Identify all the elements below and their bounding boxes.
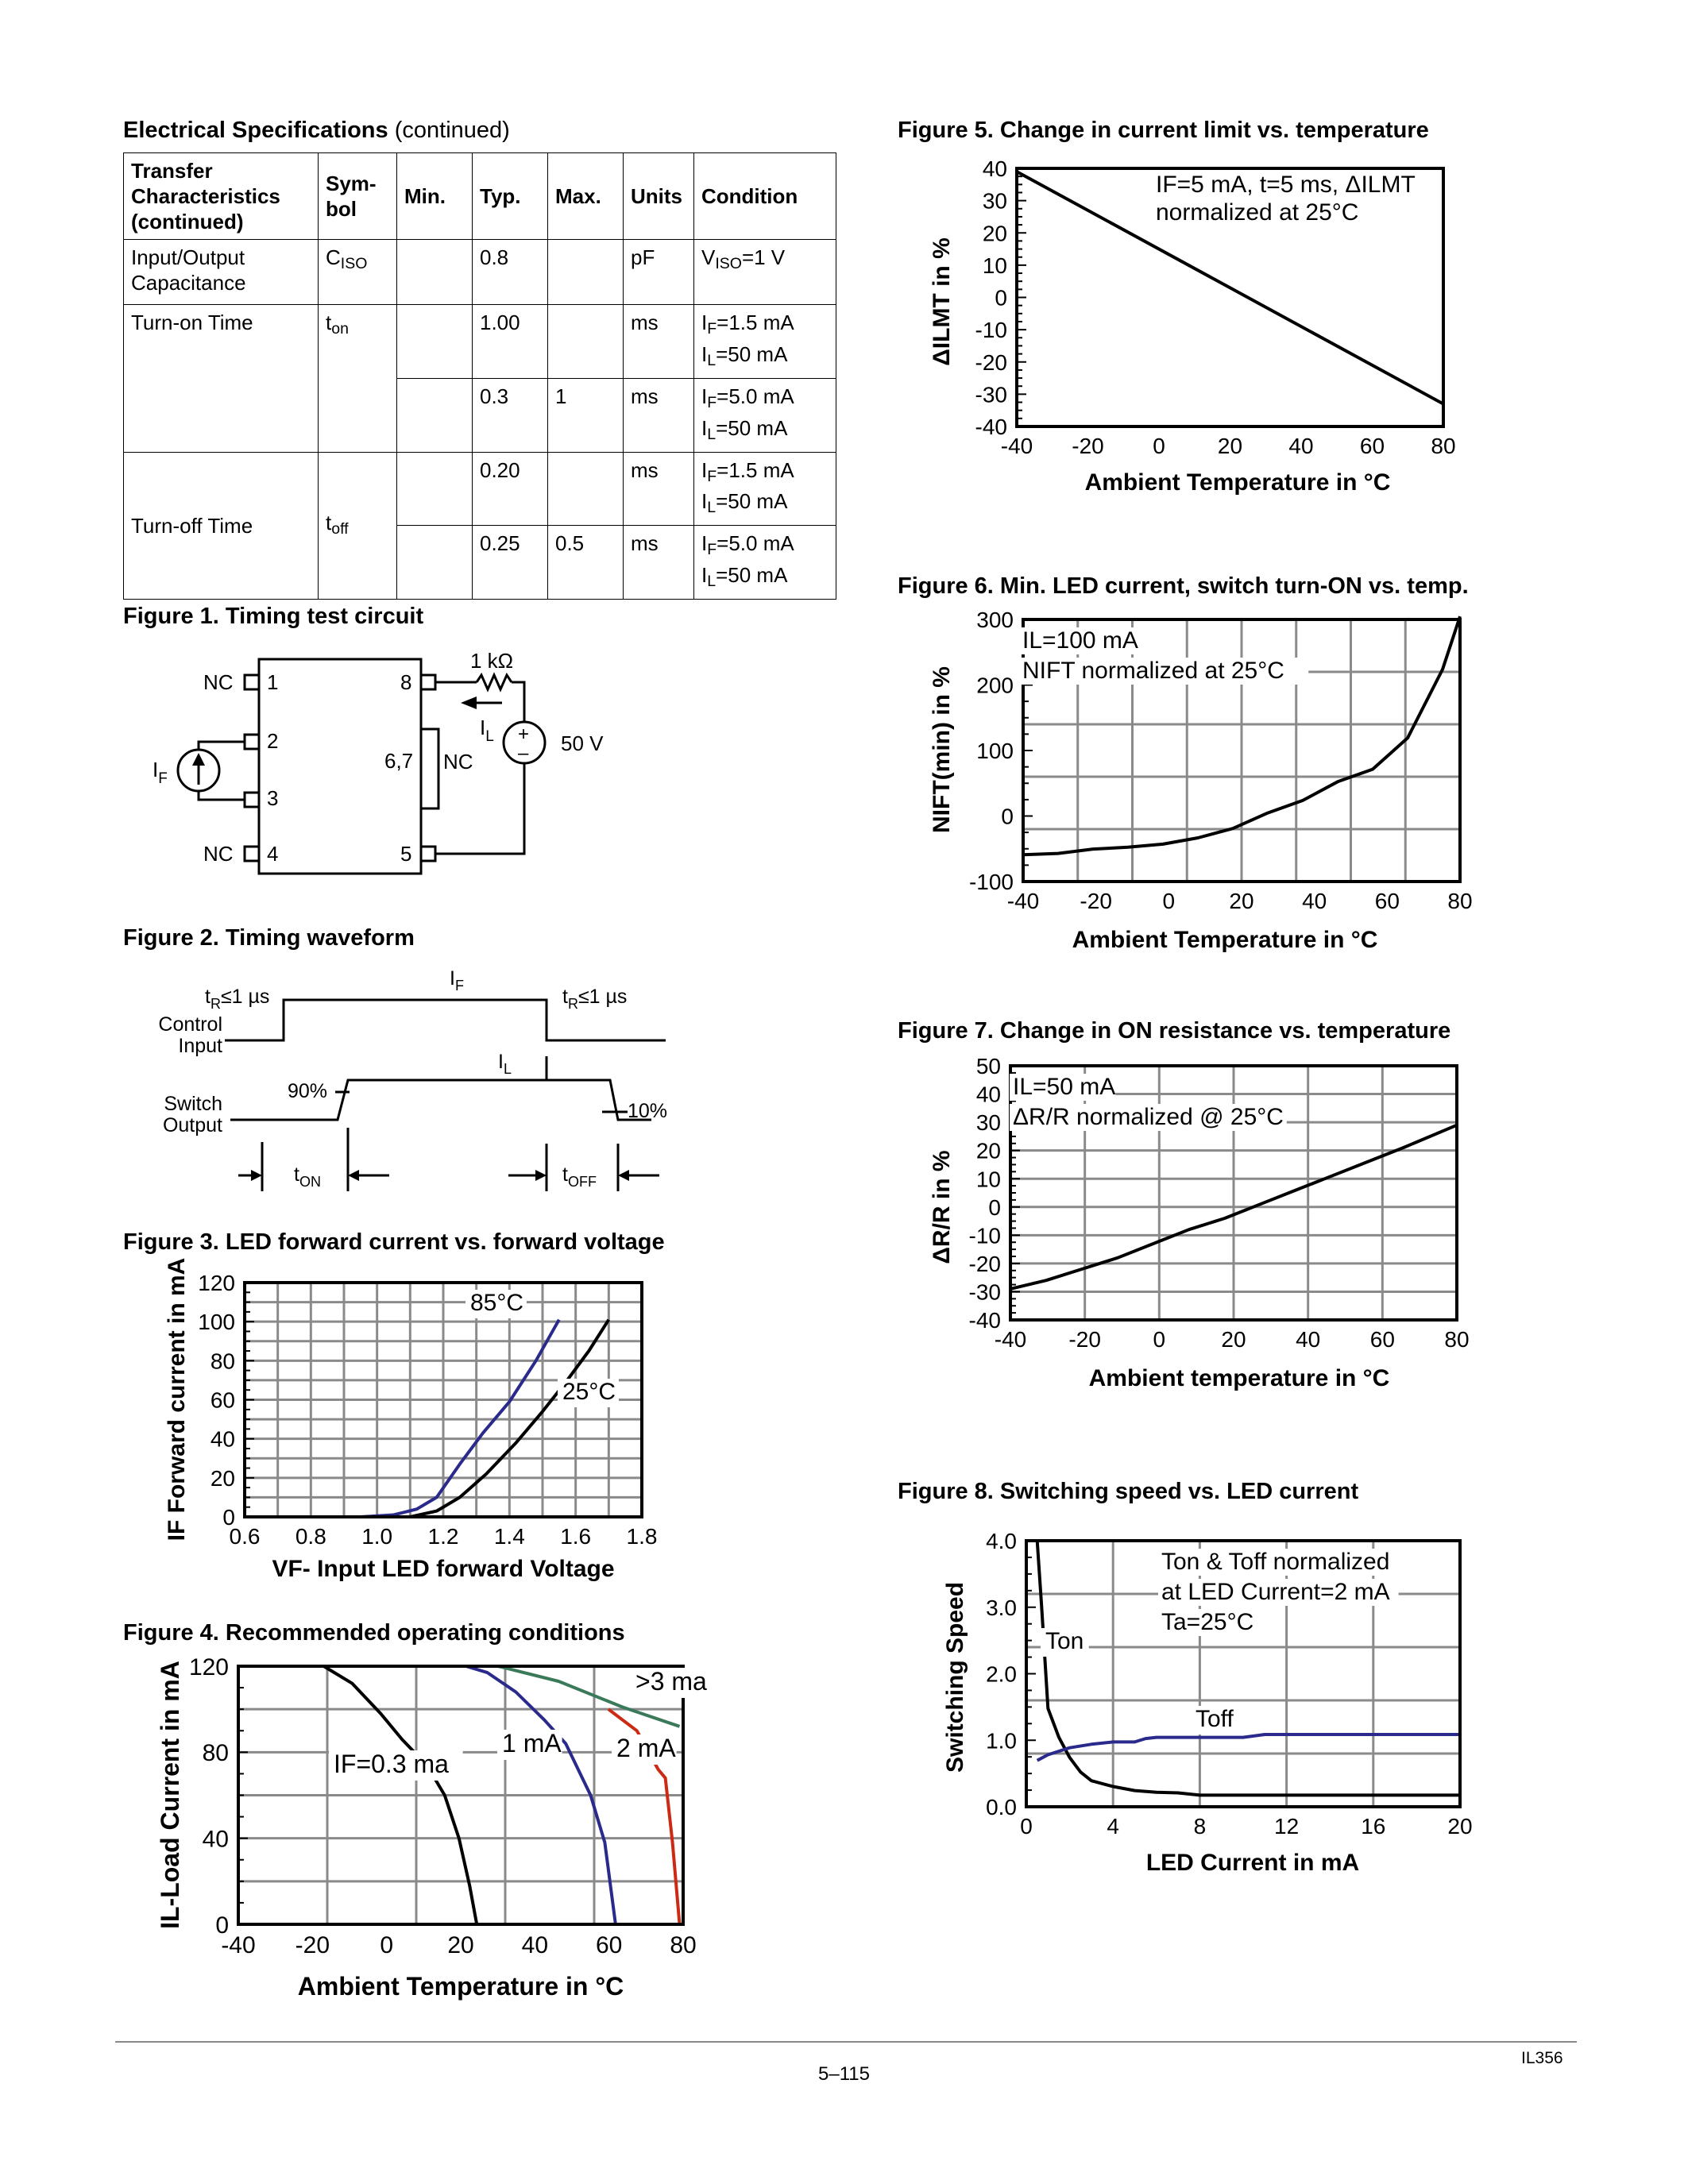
p10-label: 10%: [628, 1100, 668, 1122]
x-tick-label: 20: [1447, 1814, 1473, 1839]
resistor-label: 1 kΩ: [470, 649, 514, 673]
series-label: Toff: [1196, 1706, 1234, 1732]
y-axis-label: IL-Load Current in mA: [156, 1661, 184, 1929]
pin-label: 3: [267, 786, 279, 810]
cell-cond: $V_{ISO}=1$ V: [694, 240, 836, 305]
annotation-text: ΔR/R normalized @ 25°C: [1013, 1104, 1284, 1130]
series-label: 1 mA: [502, 1729, 562, 1758]
cell-typ: 0.20: [473, 452, 548, 526]
cell-max: 0.5: [548, 526, 624, 600]
th-units: Units: [624, 153, 694, 240]
spec-title: Electrical Specifications (continued): [123, 118, 510, 143]
x-tick-label: 0: [1020, 1814, 1033, 1839]
series-label: 25°C: [562, 1379, 616, 1405]
y-tick-label: 20: [975, 1138, 1001, 1163]
cell-cond: $I_F=1.5$ mA $I_L=50$ mA: [694, 452, 836, 526]
y-tick-label: 4.0: [986, 1529, 1017, 1554]
tr-right-label: $t_R\le 1$ µs: [562, 986, 628, 1012]
y-tick-label: 1.0: [986, 1728, 1017, 1754]
x-axis-label: Ambient Temperature in °C: [1072, 927, 1378, 953]
x-tick-label: 0: [1153, 1327, 1166, 1352]
cell-units: ms: [624, 305, 694, 379]
y-tick-label: 40: [975, 1082, 1001, 1107]
y-tick-label: 40: [982, 156, 1007, 182]
fig5-title: Figure 5. Change in current limit vs. temperature: [898, 118, 1429, 143]
y-tick-label: -30: [975, 382, 1007, 407]
cell-typ: 0.8: [473, 240, 548, 305]
x-tick-label: -20: [1080, 889, 1112, 913]
minus-sign: –: [518, 743, 529, 764]
page-number: 5–115: [818, 2063, 870, 2085]
y-tick-label: -20: [968, 1251, 1001, 1276]
y-tick-label: 10: [982, 253, 1007, 278]
x-tick-label: 1.4: [493, 1524, 525, 1549]
nc-label: NC: [203, 670, 234, 694]
y-tick-label: 30: [982, 188, 1007, 214]
plus-sign: +: [518, 723, 530, 745]
fig6-title: Figure 6. Min. LED current, switch turn-ON vs. temp.: [898, 573, 1469, 599]
x-tick-label: 40: [1302, 889, 1327, 913]
x-tick-label: 1.2: [427, 1524, 459, 1549]
annotation-text: Ta=25°C: [1161, 1609, 1254, 1635]
x-tick-label: -40: [994, 1327, 1027, 1352]
cell-typ: 1.00: [473, 305, 548, 379]
x-tick-label: 20: [1217, 434, 1243, 458]
pin-label: 6,7: [384, 749, 414, 773]
x-tick-label: 0: [1153, 434, 1165, 458]
x-tick-label: 60: [1359, 434, 1385, 458]
cell-units: pF: [624, 240, 694, 305]
pin-label: 2: [267, 729, 279, 753]
th-max: Max.: [548, 153, 624, 240]
x-tick-label: 0: [380, 1932, 394, 1958]
y-tick-label: 60: [210, 1387, 235, 1413]
y-tick-label: 40: [210, 1426, 235, 1452]
x-tick-label: 20: [447, 1932, 474, 1958]
nc-label: NC: [203, 842, 234, 866]
y-tick-label: 30: [975, 1110, 1001, 1136]
x-tick-label: 40: [1296, 1327, 1321, 1352]
x-axis-label: Ambient Temperature in °C: [1084, 469, 1391, 496]
part-number: IL356: [1521, 2049, 1563, 2067]
y-tick-label: 40: [202, 1826, 229, 1853]
nc-label: NC: [443, 750, 473, 774]
x-tick-label: 16: [1361, 1814, 1386, 1839]
pin-label: 1: [267, 670, 279, 694]
annotation-text: at LED Current=2 mA: [1161, 1579, 1390, 1605]
annotation-text: IL=50 mA: [1013, 1074, 1116, 1100]
if-label: $I_F$: [153, 758, 168, 787]
y-tick-label: 80: [202, 1740, 229, 1767]
x-tick-label: 60: [1369, 1327, 1395, 1352]
x-tick-label: 12: [1274, 1814, 1300, 1839]
y-tick-label: 100: [198, 1310, 235, 1335]
y-tick-label: 300: [976, 608, 1014, 633]
cell-cond: $I_F=5.0$ mA $I_L=50$ mA: [694, 526, 836, 600]
cell-param: Turn-off Time: [124, 452, 319, 600]
x-axis-label: LED Current in mA: [1145, 1850, 1360, 1876]
cell-param: Turn-on Time: [124, 305, 319, 453]
y-axis-label: ΔILMT in %: [929, 237, 955, 366]
x-tick-label: 20: [1221, 1327, 1246, 1352]
fig3-title: Figure 3. LED forward current vs. forward voltage: [123, 1229, 665, 1255]
y-tick-label: 10: [975, 1167, 1001, 1192]
y-tick-label: 2.0: [986, 1661, 1017, 1687]
y-tick-label: 50: [975, 1054, 1001, 1079]
x-tick-label: 40: [1288, 434, 1314, 458]
toff-label: $t_{OFF}$: [562, 1163, 597, 1190]
series-label: Ton: [1045, 1628, 1084, 1654]
cell-units: ms: [624, 452, 694, 526]
x-tick-label: 0: [1162, 889, 1176, 913]
x-tick-label: 20: [1229, 889, 1254, 913]
x-tick-label: -20: [1072, 434, 1104, 458]
annotation-text: IF=5 mA, t=5 ms, ΔILMT: [1156, 172, 1416, 198]
source-label: 50 V: [561, 731, 604, 755]
cell-units: ms: [624, 526, 694, 600]
y-axis-label: NIFT(min) in %: [929, 666, 955, 833]
cell-param: Input/Output Capacitance: [124, 240, 319, 305]
x-tick-label: 1.6: [560, 1524, 592, 1549]
y-tick-label: -40: [975, 415, 1007, 440]
if-label: $I_F$: [450, 967, 464, 994]
x-tick-label: 1.0: [361, 1524, 393, 1549]
input-label: Input: [178, 1035, 222, 1057]
pin-label: 8: [400, 670, 412, 694]
x-tick-label: 40: [521, 1932, 549, 1958]
series-label: >3 ma: [635, 1667, 707, 1696]
annotation-text: Ton & Toff normalized: [1161, 1549, 1390, 1575]
cell-typ: 0.3: [473, 378, 548, 452]
ton-label: $t_{ON}$: [294, 1163, 321, 1190]
fig7-title: Figure 7. Change in ON resistance vs. temperature: [898, 1018, 1451, 1044]
fig1-title: Figure 1. Timing test circuit: [123, 604, 424, 629]
th-parameter: Transfer Characteristics (continued): [124, 153, 319, 240]
y-tick-label: 0: [988, 1194, 1001, 1220]
cell-cond: $I_F=5.0$ mA $I_L=50$ mA: [694, 378, 836, 452]
x-axis-label: Ambient Temperature in °C: [297, 1972, 624, 2001]
th-min: Min.: [397, 153, 473, 240]
switch-label: Switch: [164, 1093, 222, 1115]
x-tick-label: -20: [295, 1932, 330, 1958]
x-tick-label: 4: [1107, 1814, 1119, 1839]
x-axis-label: VF- Input LED forward Voltage: [272, 1556, 615, 1582]
x-tick-label: 60: [1374, 889, 1400, 913]
x-tick-label: 0.8: [295, 1524, 326, 1549]
y-tick-label: 3.0: [986, 1595, 1017, 1620]
series-label: 2 mA: [616, 1734, 676, 1762]
series-label: 85°C: [470, 1290, 524, 1316]
cell-sym: $C_{ISO}$: [319, 240, 397, 305]
fig4-title: Figure 4. Recommended operating conditions: [123, 1620, 625, 1646]
cell-max: 1: [548, 378, 624, 452]
x-tick-label: -40: [1006, 889, 1040, 913]
il-label: $I_L$: [480, 716, 494, 745]
y-axis-label: ΔR/R in %: [929, 1150, 955, 1264]
y-tick-label: 20: [210, 1465, 235, 1491]
y-tick-label: 120: [198, 1271, 235, 1296]
cell-sym: $t_{on}$: [319, 305, 397, 453]
y-axis-label: IF Forward current in mA: [164, 1257, 190, 1542]
th-typ: Typ.: [473, 153, 548, 240]
x-tick-label: 80: [1447, 889, 1473, 913]
y-tick-label: 0.0: [986, 1795, 1017, 1820]
th-symbol: Sym-bol: [319, 153, 397, 240]
series-label: IF=0.3 ma: [334, 1750, 449, 1778]
annotation-text: normalized at 25°C: [1156, 199, 1359, 226]
x-tick-label: 8: [1193, 1814, 1207, 1839]
fig8-title: Figure 8. Switching speed vs. LED current: [898, 1479, 1359, 1504]
x-tick-label: -40: [1000, 434, 1033, 458]
th-condition: Condition: [694, 153, 836, 240]
y-tick-label: 20: [982, 221, 1007, 246]
tr-left-label: $t_R\le 1$ µs: [205, 986, 270, 1012]
x-tick-label: -40: [221, 1932, 256, 1958]
x-tick-label: 80: [1431, 434, 1456, 458]
x-axis-label: Ambient temperature in °C: [1088, 1365, 1390, 1391]
pin-label: 4: [267, 842, 279, 866]
y-tick-label: 0: [215, 1912, 229, 1939]
x-tick-label: 1.8: [626, 1524, 658, 1549]
y-tick-label: -30: [968, 1279, 1001, 1305]
annotation-text: IL=100 mA: [1022, 627, 1138, 654]
fig2-title: Figure 2. Timing waveform: [123, 925, 415, 951]
cell-cond: $I_F=1.5$ mA $I_L=50$ mA: [694, 305, 836, 379]
y-tick-label: -10: [975, 318, 1007, 343]
x-tick-label: 0.6: [229, 1524, 261, 1549]
annotation-text: NIFT normalized at 25°C: [1022, 658, 1284, 684]
footer-rule: [115, 2041, 1577, 2043]
y-tick-label: -100: [968, 870, 1014, 895]
il-label: $I_L$: [498, 1051, 512, 1077]
y-tick-label: 100: [976, 739, 1014, 764]
y-tick-label: -10: [968, 1223, 1001, 1248]
output-label: Output: [162, 1114, 222, 1136]
pin-label: 5: [400, 842, 412, 866]
control-label: Control: [158, 1013, 222, 1036]
y-tick-label: -40: [968, 1308, 1001, 1333]
y-tick-label: 0: [222, 1505, 235, 1530]
x-tick-label: 80: [1444, 1327, 1470, 1352]
y-tick-label: 120: [188, 1653, 229, 1680]
x-tick-label: 60: [595, 1932, 623, 1958]
cell-typ: 0.25: [473, 526, 548, 600]
x-tick-label: -20: [1068, 1327, 1101, 1352]
y-tick-label: 0: [1001, 804, 1014, 829]
y-tick-label: 80: [210, 1349, 235, 1374]
p90-label: 90%: [288, 1080, 328, 1102]
y-tick-label: 0: [995, 285, 1007, 311]
y-tick-label: -20: [975, 349, 1007, 375]
cell-units: ms: [624, 378, 694, 452]
cell-sym: $t_{off}$: [319, 452, 397, 600]
y-tick-label: 200: [976, 673, 1014, 698]
y-axis-label: Switching Speed: [942, 1581, 968, 1773]
x-tick-label: 80: [670, 1932, 697, 1958]
